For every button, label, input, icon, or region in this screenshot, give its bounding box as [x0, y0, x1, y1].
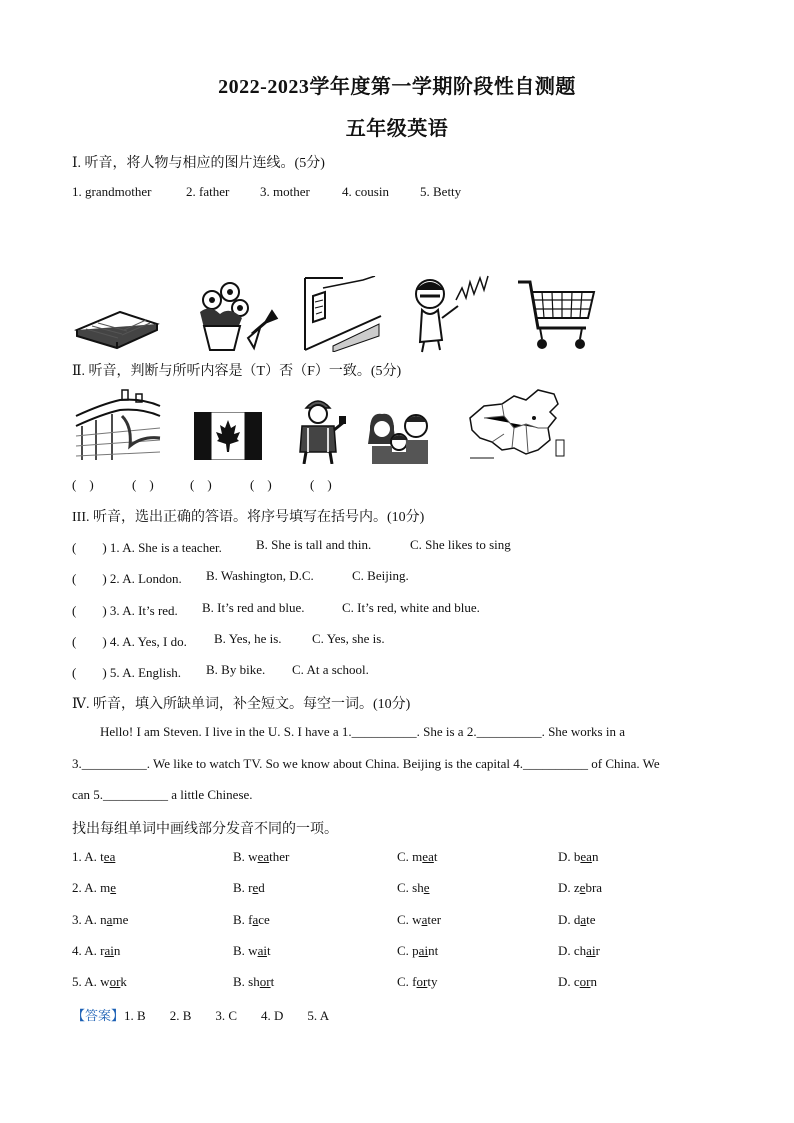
phonics-underlined-part: or	[416, 974, 428, 989]
phonics-option-3-b	[233, 912, 270, 928]
phonics-word-end: ty	[427, 974, 438, 989]
phonics-underlined-part: ai	[257, 943, 267, 958]
section2-bracket-5[interactable]: ( )	[310, 477, 332, 492]
section1-heading: Ⅰ. 听音，将人物与相应的图片连线。(5分)	[72, 156, 325, 171]
phonics-underlined-part: or	[109, 974, 121, 989]
phonics-word-start: D. c	[558, 974, 580, 989]
phonics-word-start: C. sh	[397, 880, 424, 895]
phonics-option-5-b	[233, 974, 274, 990]
section3-q3-b: B. It’s red and blue.	[202, 600, 305, 615]
phonics-word-start: C. m	[397, 849, 423, 864]
phonics-underlined-part: e	[110, 880, 117, 895]
canada-flag-icon	[194, 412, 262, 460]
phonics-underlined-part: e	[579, 880, 586, 895]
boy-drawing-icon	[408, 270, 492, 354]
phonics-option-4-b	[233, 943, 271, 959]
phonics-underlined-part: ea	[422, 849, 434, 864]
answer-line	[72, 1005, 329, 1024]
great-wall-icon	[72, 386, 164, 462]
section3-q2-c: C. Beijing.	[352, 568, 409, 583]
answer-item-2: 2. B	[169, 1008, 192, 1023]
section3-q4-a: ( ) 4. A. Yes, I do.	[72, 634, 187, 649]
phonics-word-start: B. w	[233, 849, 258, 864]
phonics-underlined-part: a	[580, 912, 587, 927]
builder-icon	[290, 394, 346, 464]
shopping-cart-icon	[516, 278, 598, 352]
china-map-icon	[464, 388, 574, 466]
section4-line-3: can 5.__________ a little Chinese.	[72, 787, 253, 802]
section1-name-3: 3. mother	[260, 184, 310, 199]
phonics-underlined-part: ea	[257, 849, 270, 864]
phonics-word-start: D. d	[558, 912, 581, 927]
phonics-option-2-d	[558, 880, 602, 896]
phonics-option-2-c	[397, 880, 430, 896]
section3-q3-a: ( ) 3. A. It’s red.	[72, 603, 178, 618]
phonics-underlined-part: ea	[580, 849, 592, 864]
phonics-option-5-a	[72, 974, 127, 990]
section4-line-1: Hello! I am Steven. I live in the U. S. I have a 1.__________. She is a 2.__________. She works in a	[100, 724, 625, 739]
section3-q5-c: C. At a school.	[292, 662, 369, 677]
answer-item-4: 4. D	[261, 1008, 284, 1023]
phonics-word-end: k	[120, 974, 127, 989]
phonics-option-1-a	[72, 849, 115, 865]
phonics-word-end: t	[433, 849, 438, 864]
phonics-underlined-part: ea	[103, 849, 116, 864]
phonics-underlined-part: a	[421, 912, 428, 927]
phonics-word-start: D. ch	[558, 943, 587, 958]
answer-item-1: 1. B	[124, 1008, 146, 1023]
phonics-word-end: d	[258, 880, 265, 895]
answer-tag: 【答案】	[72, 1008, 125, 1023]
phonics-option-4-d	[558, 943, 600, 959]
phonics-word-end: t	[270, 974, 275, 989]
answer-item-3: 3. C	[215, 1008, 238, 1023]
phonics-word-start: B. r	[233, 880, 253, 895]
phonics-underlined-part: e	[423, 880, 430, 895]
section1-name-5: 5. Betty	[420, 184, 462, 199]
phonics-word-end: ter	[427, 912, 442, 927]
section3-q5-b: B. By bike.	[206, 662, 266, 677]
phonics-word-start: B. w	[233, 943, 258, 958]
section4-line-2: 3.__________. We like to watch TV. So we know about China. Beijing is the capital 4.__________ of China. We	[72, 756, 660, 771]
phonics-word-start: 1. A. t	[72, 849, 104, 864]
phonics-word-end: n	[113, 943, 121, 958]
section3-q4-c: C. Yes, she is.	[312, 631, 385, 646]
phonics-word-start: B. f	[233, 912, 253, 927]
section2-heading: Ⅱ. 听音，判断与所听内容是（T）否（F）一致。(5分)	[72, 364, 402, 379]
phonics-word-start: 5. A. w	[72, 974, 110, 989]
section2-bracket-4[interactable]: ( )	[250, 477, 272, 492]
page-subtitle: 五年级英语	[345, 118, 449, 140]
section1-name-4: 4. cousin	[342, 184, 389, 199]
section3-q5-a: ( ) 5. A. English.	[72, 665, 182, 680]
section3-q1-c: C. She likes to sing	[410, 537, 511, 552]
section1-name-2: 2. father	[186, 184, 230, 199]
phonics-underlined-part: or	[579, 974, 591, 989]
phonics-underlined-part: a	[106, 912, 113, 927]
book-icon	[72, 290, 162, 350]
section2-bracket-2[interactable]: ( )	[132, 477, 154, 492]
phonics-underlined-part: e	[252, 880, 259, 895]
section3-q2-a: ( ) 2. A. London.	[72, 571, 182, 586]
family-icon	[366, 408, 434, 464]
phonics-word-end: t	[266, 943, 271, 958]
section4-heading: Ⅳ. 听音，填入所缺单词，补全短文。每空一词。(10分)	[72, 697, 411, 712]
phonics-option-1-b	[233, 849, 289, 865]
section3-q2-b: B. Washington, D.C.	[206, 568, 314, 583]
phonics-underlined-part: a	[252, 912, 259, 927]
phonics-word-end: me	[112, 912, 129, 927]
section2-bracket-1[interactable]: ( )	[72, 477, 94, 492]
phonics-word-end: n	[591, 849, 599, 864]
phonics-option-5-c	[397, 974, 437, 990]
phonics-underlined-part: ai	[418, 943, 429, 958]
phonics-word-start: 2. A. m	[72, 880, 111, 895]
phonics-underlined-part: ai	[104, 943, 114, 958]
phonics-word-end: ce	[258, 912, 270, 927]
section3-q1-b: B. She is tall and thin.	[256, 537, 372, 552]
page-title: 2022-2023学年度第一学期阶段性自测题	[218, 76, 576, 98]
phonics-option-4-a	[72, 943, 120, 959]
phonics-option-2-b	[233, 880, 265, 896]
phonics-option-5-d	[558, 974, 597, 990]
phonics-word-end: n	[590, 974, 598, 989]
phonics-underlined-part: or	[259, 974, 271, 989]
section1-name-1: 1. grandmother	[72, 184, 152, 199]
phonics-option-2-a	[72, 880, 116, 896]
phonics-word-start: C. f	[397, 974, 417, 989]
phonics-underlined-part: ai	[586, 943, 596, 958]
phonics-word-end: nt	[428, 943, 439, 958]
phonics-option-3-c	[397, 912, 441, 928]
phonics-heading: 找出每组单词中画线部分发音不同的一项。	[72, 822, 338, 837]
phonics-word-end: ther	[269, 849, 290, 864]
phonics-word-start: C. p	[397, 943, 419, 958]
phonics-word-end: r	[595, 943, 600, 958]
phonics-option-3-d	[558, 912, 596, 928]
phonics-word-start: B. sh	[233, 974, 260, 989]
phonics-word-start: D. b	[558, 849, 581, 864]
answer-item-5: 5. A	[307, 1008, 330, 1023]
phonics-option-4-c	[397, 943, 438, 959]
phonics-word-end: bra	[585, 880, 603, 895]
phonics-option-3-a	[72, 912, 128, 928]
phonics-option-1-d	[558, 849, 598, 865]
flower-pot-icon	[190, 282, 280, 354]
section3-q4-b: B. Yes, he is.	[214, 631, 282, 646]
phonics-option-1-c	[397, 849, 437, 865]
phonics-word-start: 4. A. r	[72, 943, 105, 958]
section2-bracket-3[interactable]: ( )	[190, 477, 212, 492]
section3-q3-c: C. It’s red, white and blue.	[342, 600, 480, 615]
phonics-word-start: 3. A. n	[72, 912, 107, 927]
phonics-word-start: D. z	[558, 880, 580, 895]
wall-picture-icon	[303, 276, 383, 352]
section3-q1-a: ( ) 1. A. She is a teacher.	[72, 540, 222, 555]
section3-heading: III. 听音，选出正确的答语。将序号填写在括号内。(10分)	[72, 510, 425, 525]
phonics-word-start: C. w	[397, 912, 422, 927]
phonics-word-end: te	[586, 912, 596, 927]
